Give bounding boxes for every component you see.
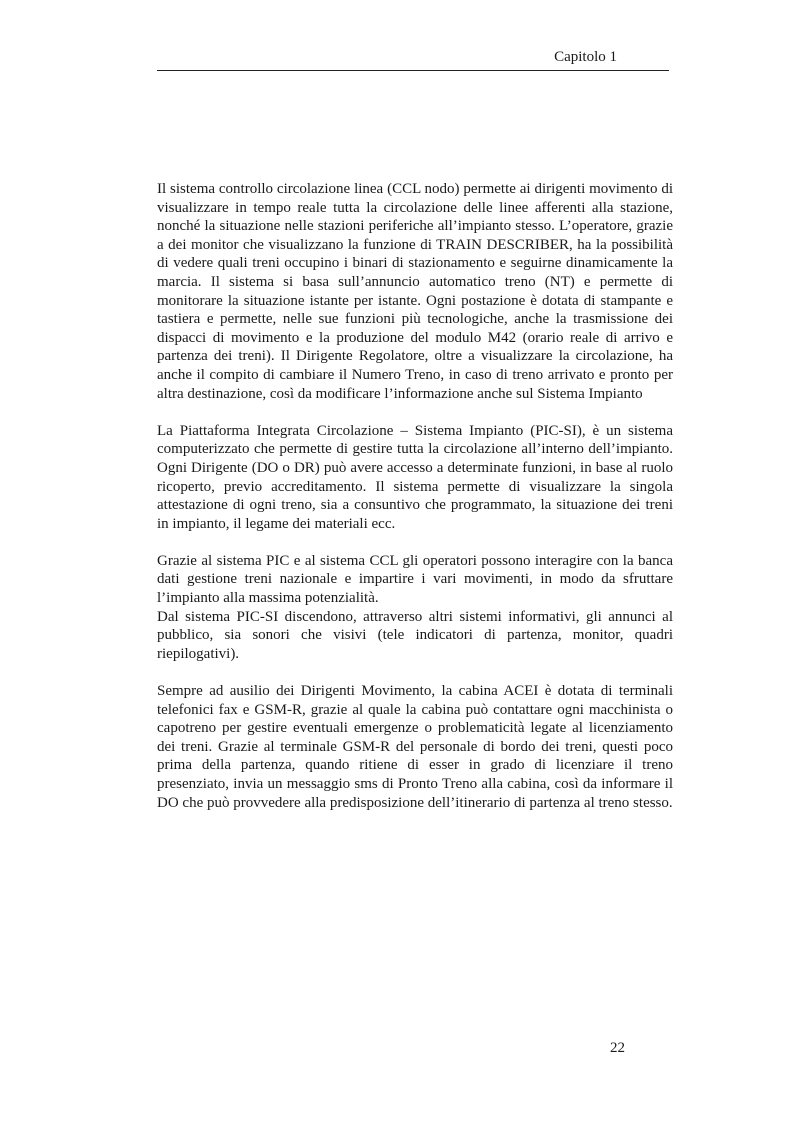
page-number: 22 — [610, 1040, 625, 1056]
paragraph-acei: Sempre ad ausilio dei Dirigenti Movimento, la cabina ACEI è dotata di terminali telefonici fax e GSM-R, grazie al quale la cabina può contattare ogni macchinista o capotreno per gestire eventuali emergenze o problematicità legate al licenziamento dei treni. Grazie al terminale GSM-R del personale di bordo dei treni, questi poco prima della partenza, quando ritiene di esser in grado di licenziare il treno presenziato, invia un messaggio sms di Pronto Treno alla cabina, così da informare il DO che può provvedere alla predisposizione dell’itinerario di partenza al treno stesso. — [157, 683, 673, 811]
paragraph-ccl: Il sistema controllo circolazione linea (CCL nodo) permette ai dirigenti movimento di visualizzare in tempo reale tutta la circolazione delle linee afferenti alla stazione, nonché la situazione nelle stazioni periferiche all’impianto stesso. L’operatore, grazie a dei monitor che visualizzano la funzione di TRAIN DESCRIBER, ha la possibilità di vedere quali treni occupino i binari di stazionamento e seguirne dinamicamente la marcia. Il sistema si basa sull’annuncio automatico treno (NT) e permette di monitorare la situazione istante per istante. Ogni postazione è dotata di stampante e tastiera e permette, nelle sue funzioni più tecnologiche, anche la trasmissione dei dispacci di movimento e la produzione del modulo M42 (orario reale di arrivo e partenza dei treni). Il Dirigente Regolatore, oltre a visualizzare la circolazione, ha anche il compito di cambiare il Numero Treno, in caso di treno arrivato e pronto per altra destinazione, così da modificare l’informazione anche sul Sistema Impianto — [157, 181, 673, 402]
paragraph-pic-ccl: Grazie al sistema PIC e al sistema CCL gli operatori possono interagire con la banca dati gestione treni nazionale e impartire i vari movimenti, in modo da sfruttare l’impianto alla massima potenzialità. — [157, 552, 673, 607]
page-header — [157, 46, 669, 71]
paragraph-pic-si: La Piattaforma Integrata Circolazione – Sistema Impianto (PIC-SI), è un sistema computerizzato che permette di gestire tutta la circolazione all’interno dell’impianto. Ogni Dirigente (DO o DR) può avere accesso a determinate funzioni, in base al ruolo ricoperto, previo accreditamento. Il sistema permette di visualizzare la singola attestazione di ogni treno, sia a consuntivo che programmato, la situazione dei treni in impianto, il legame dei materiali ecc. — [157, 422, 673, 532]
paragraph-annunci: Dal sistema PIC-SI discendono, attraverso altri sistemi informativi, gli annunci al pubblico, sia sonori che visivi (tele indicatori di partenza, monitor, quadri riepilogativi). — [157, 608, 673, 662]
chapter-title: Capitolo 1 — [554, 49, 617, 65]
body-text — [157, 180, 673, 831]
